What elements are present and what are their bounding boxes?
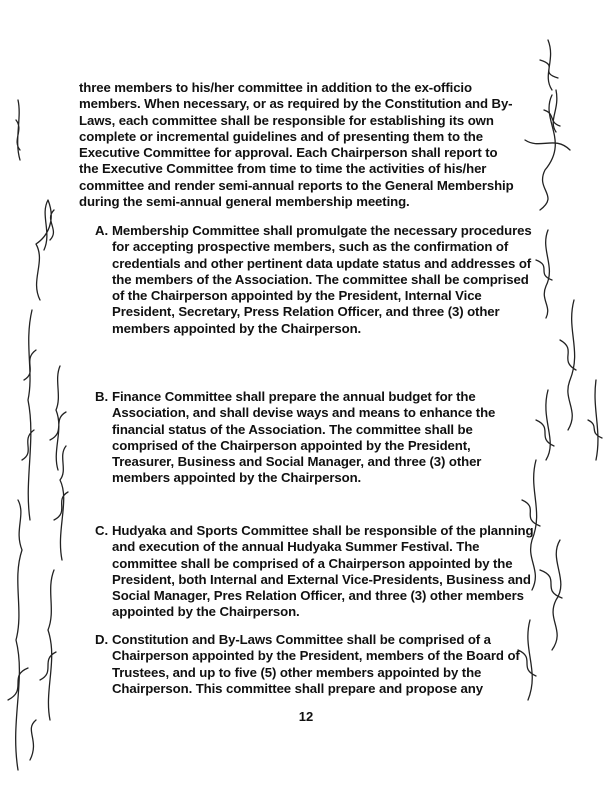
signature-left-2 (36, 200, 54, 300)
item-text: Finance Committee shall prepare the annual budget for the Association, and shall devise ways and means to enhance the financial status of the Association. The committee shall be comprised of the Chairperson appointed by the President, Treasurer, Business and Social Manager, and three (3) other members appointed by the Chairperson. (112, 389, 496, 486)
signature-left-7 (40, 570, 56, 720)
signature-right-6 (536, 390, 554, 460)
page-number: 12 (298, 709, 314, 724)
signature-right-5 (560, 300, 576, 430)
item-letter: D. (95, 632, 109, 647)
signature-right-8 (540, 540, 562, 650)
signature-left-4 (50, 366, 66, 470)
item-text: Constitution and By-Laws Committee shall be comprised of a Chairperson appointed by the President, members of the Board of Trustees, and up to five (5) other members appointed by the Chairperson. This committee shall prepare and propose any (112, 632, 520, 696)
signature-left-3 (22, 310, 36, 520)
committee-item-constitution-bylaws (95, 632, 535, 697)
signature-right-3 (544, 90, 560, 132)
item-letter: A. (95, 223, 109, 238)
signature-left-6 (8, 500, 36, 770)
committee-item-membership (95, 223, 535, 337)
item-letter: C. (95, 523, 109, 538)
committee-item-finance (95, 389, 535, 487)
item-text: Hudyaka and Sports Committee shall be responsible of the planning and execution of the annual Hudyaka Summer Festival. The committee shall be comprised of a Chairperson appointed by the President, both Internal and External Vice-Presidents, Business and Social Manager, Pres Relation Officer, and three (3) other members appointed by the Chairperson. (112, 523, 534, 620)
signature-left-5 (54, 446, 68, 560)
item-text: Membership Committee shall promulgate the necessary procedures for accepting prospective members, such as the confirmation of credentials and other pertinent data update status and addresses of the members of the Association. The committee shall be comprised of the Chairperson appointed by the President, Internal Vice President, Secretary, Press Relation Officer, and three (3) other members appointed by the Chairperson. (112, 223, 532, 336)
committee-item-hudyaka-sports (95, 523, 535, 621)
item-letter: B. (95, 389, 109, 404)
signature-right-4 (536, 230, 552, 318)
intro-paragraph: three members to his/her committee in addition to the ex-officio members. When necessary, or as required by the Constitution and By-Laws, each committee shall be responsible for establishing its own complete or incremental guidelines and of presenting them to the Executive Committee for approval. Each Chairperson shall report to the Executive Committee from time to time the activities of his/her committee and render semi-annual reports to the General Membership during the semi-annual general membership meeting. (79, 80, 514, 210)
signature-right-1 (540, 40, 558, 90)
signature-right-2 (525, 95, 570, 210)
signature-left-1 (16, 100, 20, 160)
signature-right-10 (588, 380, 602, 460)
